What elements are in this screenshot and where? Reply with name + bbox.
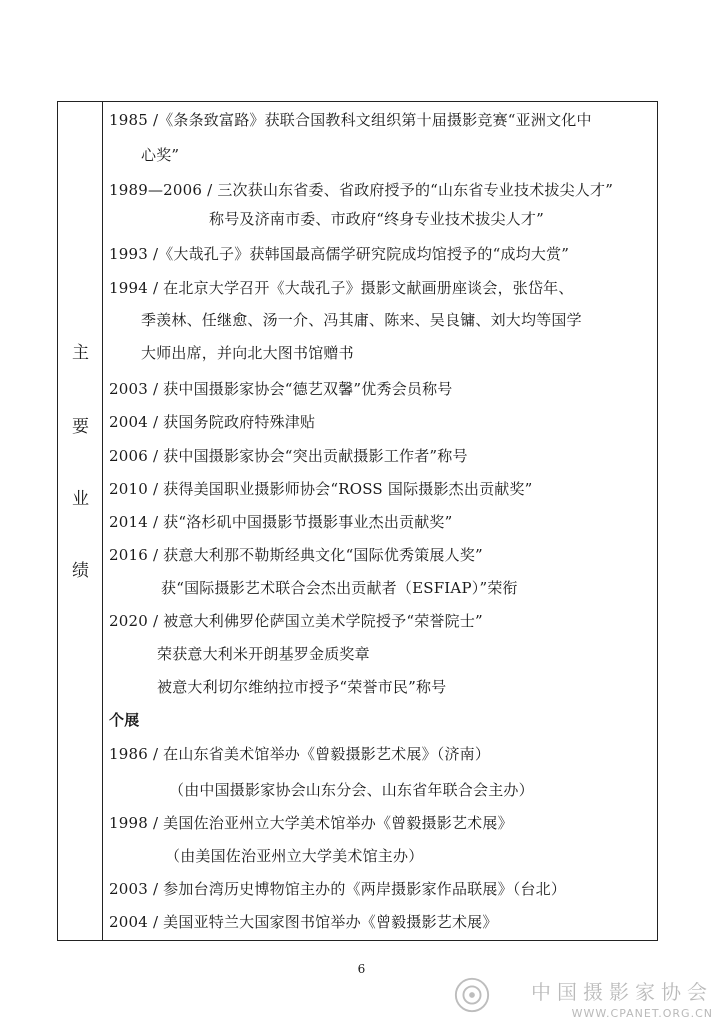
association-logo-icon <box>453 976 491 1014</box>
watermark-url: WWW.CPANET.ORG.CN <box>571 1007 713 1020</box>
list-item: 获“国际摄影艺术联合会杰出贡献者（ESFIAP）”荣衔 <box>161 579 518 597</box>
list-item: 被意大利切尔维纳拉市授予“荣誉市民”称号 <box>157 678 447 696</box>
list-item: 2004 / 美国亚特兰大国家图书馆举办《曾毅摄影艺术展》 <box>109 913 498 931</box>
side-heading-char: 主 <box>72 343 89 363</box>
side-heading-column <box>58 102 103 940</box>
list-item: 2020 / 被意大利佛罗伦萨国立美术学院授予“荣誉院士” <box>109 612 483 630</box>
list-item: 心奖” <box>141 146 180 164</box>
page-number: 6 <box>357 962 366 976</box>
list-item: 2003 / 参加台湾历史博物馆主办的《两岸摄影家作品联展》（台北） <box>109 880 567 898</box>
list-item: 大师出席，并向北大图书馆赠书 <box>141 344 354 362</box>
list-item: 2014 / 获“洛杉矶中国摄影节摄影事业杰出贡献奖” <box>109 513 453 531</box>
list-item: 季羡林、任继愈、汤一介、冯其庸、陈来、吴良镛、刘大均等国学 <box>141 311 582 329</box>
list-item: 2016 / 获意大利那不勒斯经典文化“国际优秀策展人奖” <box>109 546 483 564</box>
list-item: 2004 / 获国务院政府特殊津贴 <box>109 413 316 431</box>
list-item: 1993 /《大哉孔子》获韩国最高儒学研究院成均馆授予的“成均大赏” <box>109 245 570 263</box>
list-item: 称号及济南市委、市政府“终身专业技术拔尖人才” <box>209 210 544 228</box>
list-item: 1994 / 在北京大学召开《大哉孔子》摄影文献画册座谈会，张岱年、 <box>109 279 574 297</box>
section-heading-solo-exhibitions: 个展 <box>109 711 140 729</box>
achievements-list <box>103 102 657 940</box>
list-item: 荣获意大利米开朗基罗金质奖章 <box>157 645 370 663</box>
list-item: （由美国佐治亚州立大学美术馆主办） <box>165 847 424 865</box>
watermark-chinese: 中国摄影家协会 <box>531 980 713 1004</box>
list-item: 1989—2006 / 三次获山东省委、省政府授予的“山东省专业技术拔尖人才” <box>109 181 614 199</box>
achievements-table <box>57 101 658 941</box>
side-heading-char: 业 <box>72 489 89 509</box>
list-item: 2010 / 获得美国职业摄影师协会“ROSS 国际摄影杰出贡献奖” <box>109 480 533 498</box>
side-heading-char: 要 <box>72 417 89 437</box>
watermark <box>531 976 713 1020</box>
list-item: 1998 / 美国佐治亚州立大学美术馆举办《曾毅摄影艺术展》 <box>109 814 513 832</box>
list-item: 2006 / 获中国摄影家协会“突出贡献摄影工作者”称号 <box>109 447 468 465</box>
list-item: 1986 / 在山东省美术馆举办《曾毅摄影艺术展》（济南） <box>109 745 491 763</box>
list-item: （由中国摄影家协会山东分会、山东省年联合会主办） <box>169 781 534 799</box>
side-heading-char: 绩 <box>72 561 89 581</box>
list-item: 1985 /《条条致富路》获联合国教科文组织第十届摄影竞赛“亚洲文化中 <box>109 111 592 129</box>
list-item: 2003 / 获中国摄影家协会“德艺双馨”优秀会员称号 <box>109 380 453 398</box>
